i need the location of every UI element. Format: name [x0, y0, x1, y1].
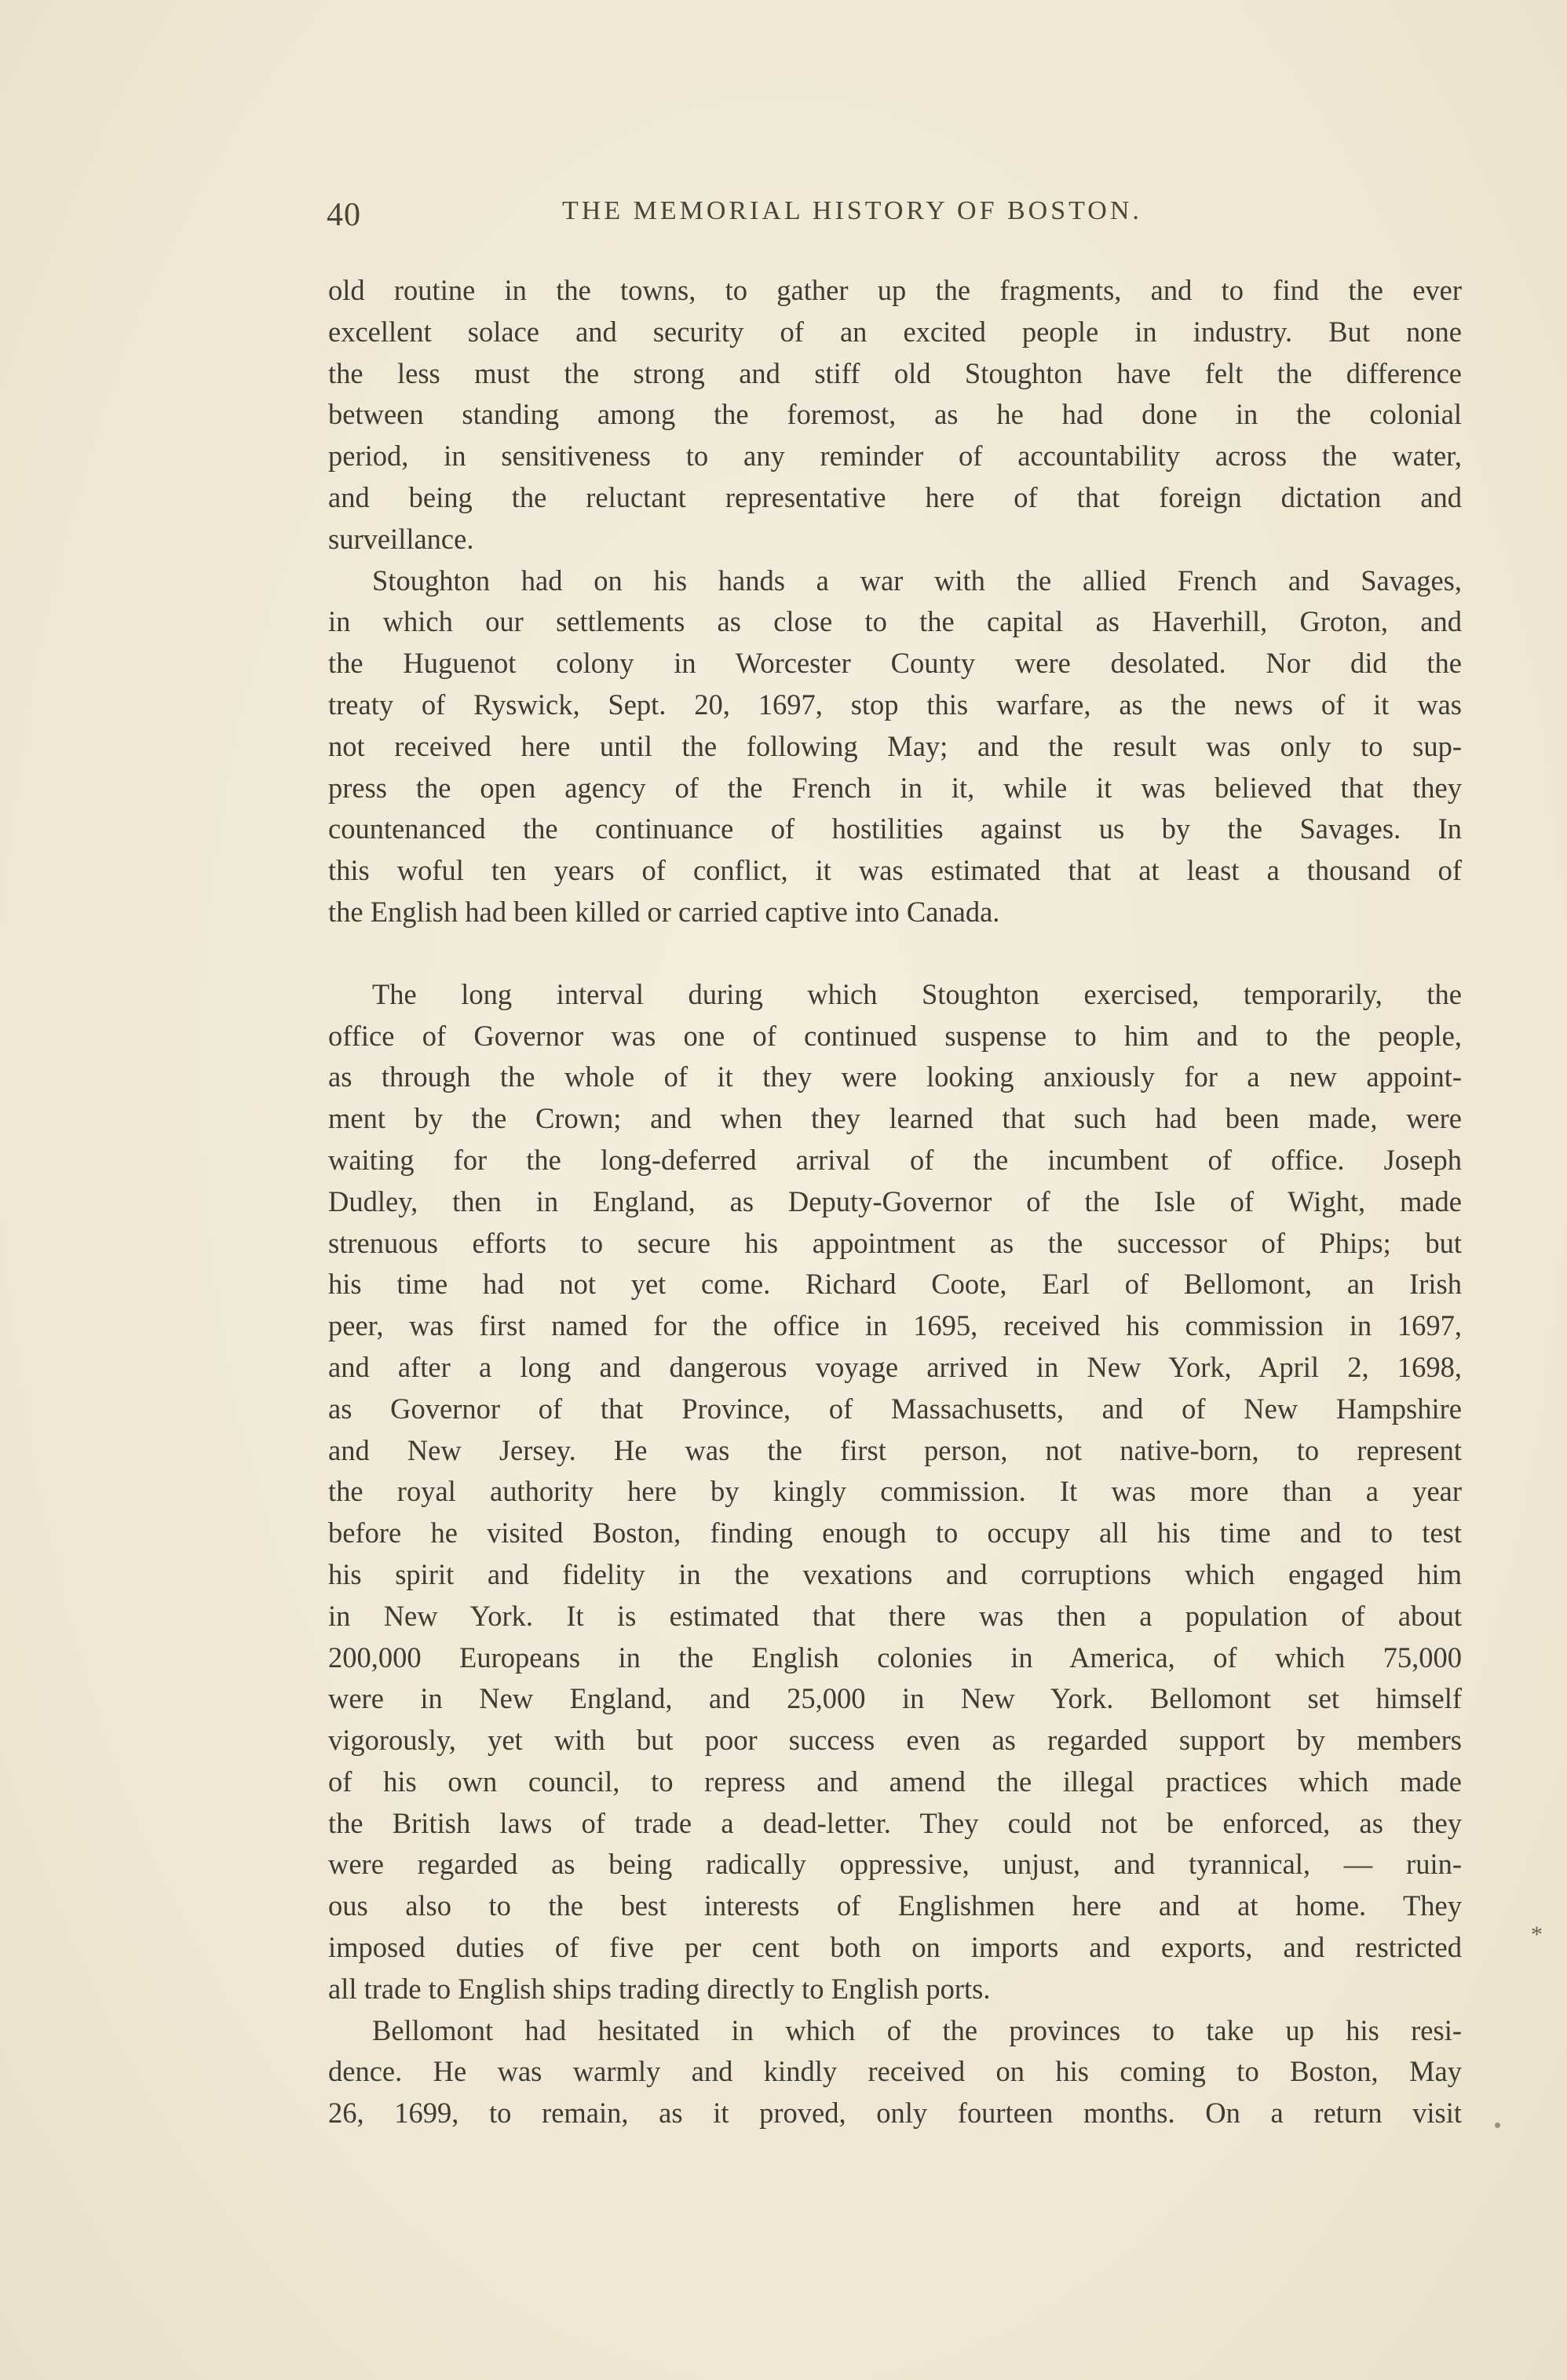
margin-asterisk-mark: *: [1531, 1922, 1543, 1947]
text-line: dence. He was warmly and kindly received on his coming to Boston, May: [328, 2055, 1462, 2088]
text-line: period, in sensitiveness to any reminder of accountability across the water,: [328, 440, 1462, 473]
text-line: of his own council, to repress and amend the illegal practices which made: [328, 1765, 1462, 1798]
text-line: strenuous efforts to secure his appointment as the successor of Phips; but: [328, 1226, 1462, 1259]
page-number: 40: [327, 197, 361, 233]
text-line: imposed duties of five per cent both on imports and exports, and restricted: [328, 1931, 1462, 1964]
text-line: the less must the strong and stiff old Stoughton have felt the difference: [328, 356, 1462, 389]
text-line: this woful ten years of conflict, it was estimated that at least a thousand of: [328, 854, 1462, 887]
text-line: treaty of Ryswick, Sept. 20, 1697, stop this warfare, as the news of it was: [328, 688, 1462, 721]
text-line: in New York. It is estimated that there was then a population of about: [328, 1599, 1462, 1632]
text-line: and being the reluctant representative here of that foreign dictation and: [328, 480, 1462, 513]
paragraph-2: [328, 560, 1462, 933]
text-line: 200,000 Europeans in the English colonies in America, of which 75,000: [328, 1641, 1462, 1674]
text-line: the royal authority here by kingly commission. It was more than a year: [328, 1475, 1462, 1508]
text-line: Bellomont had hesitated in which of the provinces to take up his resi-: [372, 2013, 1462, 2046]
text-line: surveillance.: [328, 522, 474, 555]
text-line: were in New England, and 25,000 in New York. Bellomont set himself: [328, 1682, 1462, 1715]
text-line: Stoughton had on his hands a war with the allied French and Savages,: [372, 564, 1462, 597]
text-line: and New Jersey. He was the first person, not native-born, to represent: [328, 1433, 1462, 1466]
section-gap: [328, 933, 1462, 974]
paragraph-3: [328, 974, 1462, 2010]
text-line: all trade to English ships trading directly to English ports.: [328, 1972, 991, 2005]
text-line: excellent solace and security of an excited people in industry. But none: [328, 315, 1462, 348]
text-line: waiting for the long-deferred arrival of the incumbent of office. Joseph: [328, 1143, 1462, 1176]
text-line: The long interval during which Stoughton exercised, temporarily, the: [372, 977, 1462, 1010]
text-line: peer, was first named for the office in 1695, received his commission in 1697,: [328, 1309, 1462, 1342]
margin-dot-mark: [1495, 2123, 1500, 2128]
text-line: as through the whole of it they were looking anxiously for a new appoint-: [328, 1060, 1462, 1093]
paragraph-4: [328, 2010, 1462, 2134]
text-line: not received here until the following May; and the result was only to sup-: [328, 729, 1462, 762]
text-line: ment by the Crown; and when they learned that such had been made, were: [328, 1102, 1462, 1135]
paragraph-1: [328, 270, 1462, 560]
text-line: were regarded as being radically oppressive, unjust, and tyrannical, — ruin-: [328, 1848, 1462, 1881]
text-line: in which our settlements as close to the capital as Haverhill, Groton, and: [328, 605, 1462, 638]
text-line: office of Governor was one of continued suspense to him and to the people,: [328, 1019, 1462, 1052]
text-line: old routine in the towns, to gather up the fragments, and to find the ever: [328, 274, 1462, 306]
text-line: and after a long and dangerous voyage arrived in New York, April 2, 1698,: [328, 1350, 1462, 1383]
text-line: countenanced the continuance of hostilities against us by the Savages. In: [328, 812, 1462, 845]
text-line: before he visited Boston, finding enough to occupy all his time and to test: [328, 1517, 1462, 1550]
text-line: the English had been killed or carried captive into Canada.: [328, 895, 1000, 928]
text-line: ous also to the best interests of Englishmen here and at home. They: [328, 1889, 1462, 1922]
text-line: vigorously, yet with but poor success even as regarded support by members: [328, 1724, 1462, 1757]
running-head: [327, 192, 1465, 239]
text-line: press the open agency of the French in it, while it was believed that they: [328, 771, 1462, 804]
text-line: his time had not yet come. Richard Coote, Earl of Bellomont, an Irish: [328, 1268, 1462, 1301]
text-line: 26, 1699, to remain, as it proved, only fourteen months. On a return visit: [328, 2097, 1462, 2130]
text-line: the British laws of trade a dead-letter. They could not be enforced, as they: [328, 1806, 1462, 1839]
text-line: the Huguenot colony in Worcester County were desolated. Nor did the: [328, 647, 1462, 680]
text-line: Dudley, then in England, as Deputy-Governor of the Isle of Wight, made: [328, 1185, 1462, 1217]
text-line: as Governor of that Province, of Massachusetts, and of New Hampshire: [328, 1392, 1462, 1425]
running-title: THE MEMORIAL HISTORY OF BOSTON.: [562, 196, 1142, 225]
text-line: his spirit and fidelity in the vexations and corruptions which engaged him: [328, 1557, 1462, 1590]
body-text: [328, 270, 1462, 2134]
text-line: between standing among the foremost, as he had done in the colonial: [328, 398, 1462, 431]
